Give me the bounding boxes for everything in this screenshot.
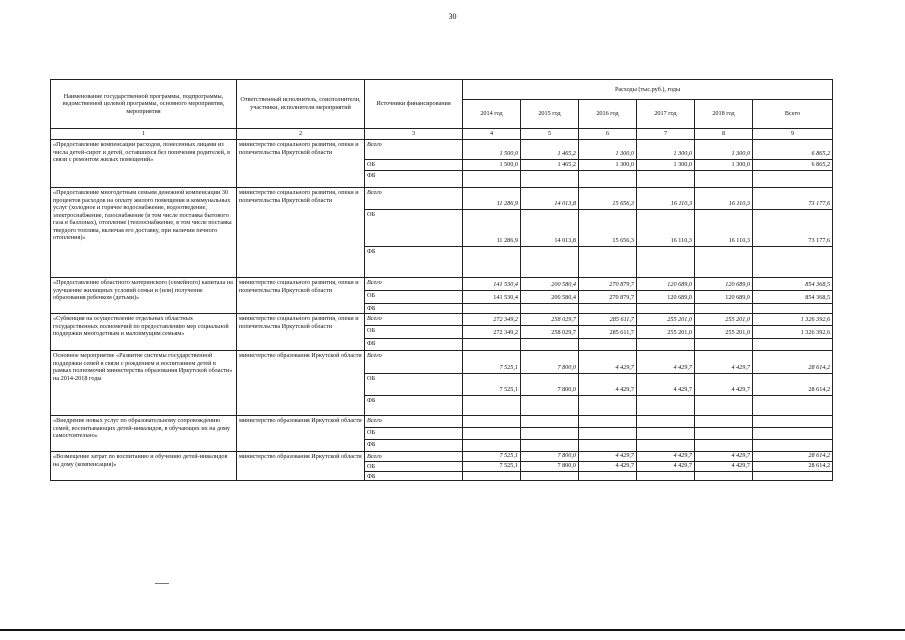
column-number: 2 bbox=[237, 129, 365, 140]
funding-source: ФБ bbox=[365, 396, 463, 416]
year-value: 285 611,7 bbox=[579, 314, 637, 326]
year-value bbox=[637, 247, 695, 278]
year-value: 4 429,7 bbox=[637, 351, 695, 374]
year-value bbox=[695, 440, 753, 452]
year-value: 4 429,7 bbox=[695, 462, 753, 472]
year-value bbox=[463, 247, 521, 278]
funding-source: Всего bbox=[365, 188, 463, 210]
year-value: 1 500,0 bbox=[463, 140, 521, 160]
year-value bbox=[463, 440, 521, 452]
year-value bbox=[637, 171, 695, 188]
executor-name: министерство социального развития, опеки и попечительства Иркутской области bbox=[237, 314, 365, 351]
header-year: 2014 год bbox=[463, 100, 521, 129]
year-value bbox=[521, 339, 579, 351]
year-value: 255 201,0 bbox=[637, 326, 695, 339]
header-year: 2015 год bbox=[521, 100, 579, 129]
funding-source: ОБ bbox=[365, 210, 463, 247]
page-number: 30 bbox=[448, 12, 457, 21]
header-year: 2017 год bbox=[637, 100, 695, 129]
year-value bbox=[463, 396, 521, 416]
year-value bbox=[637, 440, 695, 452]
table-row bbox=[51, 416, 833, 428]
year-value bbox=[521, 247, 579, 278]
funding-source: ОБ bbox=[365, 160, 463, 171]
column-number: 4 bbox=[463, 129, 521, 140]
year-value bbox=[521, 428, 579, 440]
financing-table bbox=[50, 79, 833, 481]
year-value: 120 689,0 bbox=[637, 278, 695, 291]
year-value bbox=[579, 247, 637, 278]
year-value: 200 580,4 bbox=[521, 291, 579, 304]
year-value bbox=[695, 471, 753, 481]
executor-name: министерство образования Иркутской области bbox=[237, 416, 365, 452]
year-value: 4 429,7 bbox=[579, 374, 637, 396]
funding-source: ФБ bbox=[365, 304, 463, 314]
year-value: 4 429,7 bbox=[637, 452, 695, 462]
year-value bbox=[463, 416, 521, 428]
year-value bbox=[695, 416, 753, 428]
year-value bbox=[579, 171, 637, 188]
year-value: 272 349,2 bbox=[463, 314, 521, 326]
year-value: 1 300,0 bbox=[637, 140, 695, 160]
year-value: 1 300,0 bbox=[695, 160, 753, 171]
funding-source: ФБ bbox=[365, 247, 463, 278]
year-value bbox=[579, 428, 637, 440]
total-value: 854 368,5 bbox=[753, 278, 833, 291]
year-value: 4 429,7 bbox=[579, 351, 637, 374]
column-number: 5 bbox=[521, 129, 579, 140]
total-value: 28 614,2 bbox=[753, 351, 833, 374]
funding-source: ФБ bbox=[365, 171, 463, 188]
year-value bbox=[695, 428, 753, 440]
margin-mark bbox=[155, 583, 169, 584]
year-value: 16 110,3 bbox=[637, 188, 695, 210]
year-value: 1 300,0 bbox=[637, 160, 695, 171]
year-value bbox=[463, 471, 521, 481]
year-value bbox=[521, 416, 579, 428]
activity-name: «Предоставление областного материнского (семейного) капитала на улучшение жилищных условий семьи и (или) получение образования ребенком (детьми)» bbox=[51, 278, 237, 314]
year-value: 7 800,0 bbox=[521, 462, 579, 472]
header-year: 2018 год bbox=[695, 100, 753, 129]
year-value bbox=[463, 428, 521, 440]
column-number: 9 bbox=[753, 129, 833, 140]
header-year: 2016 год bbox=[579, 100, 637, 129]
year-value: 7 525,1 bbox=[463, 462, 521, 472]
year-value: 14 013,8 bbox=[521, 188, 579, 210]
total-value: 28 614,2 bbox=[753, 374, 833, 396]
year-value: 1 500,0 bbox=[463, 160, 521, 171]
year-value: 200 580,4 bbox=[521, 278, 579, 291]
funding-source: Всего bbox=[365, 140, 463, 160]
funding-source: ФБ bbox=[365, 339, 463, 351]
year-value bbox=[521, 304, 579, 314]
total-value bbox=[753, 247, 833, 278]
total-value bbox=[753, 416, 833, 428]
year-value: 7 525,1 bbox=[463, 374, 521, 396]
activity-name: «Возмещение затрат по воспитанию и обучению детей-инвалидов на дому (компенсация)» bbox=[51, 452, 237, 481]
activity-name: Основное мероприятие «Развитие системы государственной поддержки семей в связи с рождением и воспитанием детей в рамках полномочий министерства образования Иркутской области» на 2014-2018 годы bbox=[51, 351, 237, 416]
year-value bbox=[463, 339, 521, 351]
table-row bbox=[51, 140, 833, 160]
funding-source: ФБ bbox=[365, 471, 463, 481]
year-value: 1 300,0 bbox=[695, 140, 753, 160]
funding-source: ОБ bbox=[365, 374, 463, 396]
table-row bbox=[51, 314, 833, 326]
year-value bbox=[521, 171, 579, 188]
executor-name: министерство образования Иркутской области bbox=[237, 351, 365, 416]
year-value: 255 201,0 bbox=[695, 314, 753, 326]
funding-source: Всего bbox=[365, 452, 463, 462]
year-value bbox=[637, 428, 695, 440]
funding-source: Всего bbox=[365, 314, 463, 326]
header-expenses: Расходы (тыс.руб.), годы bbox=[463, 80, 833, 100]
year-value: 120 689,0 bbox=[695, 278, 753, 291]
table-row bbox=[51, 278, 833, 291]
year-value: 7 800,0 bbox=[521, 374, 579, 396]
year-value: 7 800,0 bbox=[521, 351, 579, 374]
year-value: 16 110,3 bbox=[695, 188, 753, 210]
funding-source: Всего bbox=[365, 416, 463, 428]
year-value: 15 656,3 bbox=[579, 188, 637, 210]
total-value: 854 368,5 bbox=[753, 291, 833, 304]
year-value bbox=[579, 339, 637, 351]
year-value: 16 110,3 bbox=[695, 210, 753, 247]
year-value: 255 201,0 bbox=[695, 326, 753, 339]
year-value: 120 689,0 bbox=[637, 291, 695, 304]
year-value bbox=[579, 440, 637, 452]
year-value: 141 530,4 bbox=[463, 291, 521, 304]
header-total: Всего bbox=[753, 100, 833, 129]
year-value: 285 611,7 bbox=[579, 326, 637, 339]
column-number: 7 bbox=[637, 129, 695, 140]
total-value: 6 865,2 bbox=[753, 140, 833, 160]
year-value bbox=[579, 416, 637, 428]
year-value bbox=[695, 304, 753, 314]
funding-source: Всего bbox=[365, 278, 463, 291]
executor-name: министерство социального развития, опеки и попечительства Иркутской области bbox=[237, 188, 365, 278]
year-value bbox=[637, 416, 695, 428]
funding-source: ОБ bbox=[365, 291, 463, 304]
column-number-row bbox=[51, 129, 833, 140]
total-value: 1 326 392,6 bbox=[753, 326, 833, 339]
year-value: 1 300,0 bbox=[579, 140, 637, 160]
year-value: 255 201,0 bbox=[637, 314, 695, 326]
total-value: 28 614,2 bbox=[753, 462, 833, 472]
total-value: 28 614,2 bbox=[753, 452, 833, 462]
funding-source: ФБ bbox=[365, 440, 463, 452]
year-value: 141 530,4 bbox=[463, 278, 521, 291]
year-value: 11 286,9 bbox=[463, 210, 521, 247]
table-row bbox=[51, 188, 833, 210]
total-value: 73 177,6 bbox=[753, 188, 833, 210]
year-value: 272 349,2 bbox=[463, 326, 521, 339]
bottom-frame-line bbox=[0, 629, 905, 631]
year-value bbox=[521, 471, 579, 481]
year-value: 7 525,1 bbox=[463, 351, 521, 374]
year-value: 4 429,7 bbox=[637, 462, 695, 472]
column-number: 1 bbox=[51, 129, 237, 140]
year-value bbox=[521, 440, 579, 452]
year-value bbox=[579, 471, 637, 481]
year-value bbox=[637, 339, 695, 351]
executor-name: министерство социального развития, опеки и попечительства Иркутской области bbox=[237, 278, 365, 314]
total-value bbox=[753, 396, 833, 416]
year-value: 4 429,7 bbox=[579, 462, 637, 472]
total-value bbox=[753, 471, 833, 481]
year-value: 4 429,7 bbox=[637, 374, 695, 396]
year-value bbox=[521, 396, 579, 416]
executor-name: министерство социального развития, опеки и попечительства Иркутской области bbox=[237, 140, 365, 188]
year-value bbox=[637, 471, 695, 481]
year-value: 1 465,2 bbox=[521, 140, 579, 160]
total-value bbox=[753, 428, 833, 440]
header-executor: Ответственный исполнитель, соисполнители, участники, исполнители мероприятий bbox=[237, 80, 365, 129]
activity-name: «Предоставление компенсации расходов, понесенных лицами из числа детей-сирот и детей, оставшихся без попечения родителей, в связи с ремонтом жилых помещений» bbox=[51, 140, 237, 188]
total-value bbox=[753, 440, 833, 452]
activity-name: «Внедрение новых услуг по образовательному сопровождению семей, воспитывающих детей-инвалидов, в обучающих их на дому самостоятельно» bbox=[51, 416, 237, 452]
activity-name: «Субвенция на осуществление отдельных областных государственных полномочий по предоставлению мер социальной поддержки многодетным и малоимущим семьям» bbox=[51, 314, 237, 351]
year-value: 7 800,0 bbox=[521, 452, 579, 462]
year-value: 14 013,8 bbox=[521, 210, 579, 247]
total-value: 73 177,6 bbox=[753, 210, 833, 247]
total-value bbox=[753, 339, 833, 351]
year-value bbox=[637, 396, 695, 416]
year-value bbox=[695, 339, 753, 351]
total-value: 6 865,2 bbox=[753, 160, 833, 171]
funding-source: ОБ bbox=[365, 462, 463, 472]
year-value: 4 429,7 bbox=[695, 374, 753, 396]
year-value: 120 689,0 bbox=[695, 291, 753, 304]
year-value bbox=[463, 304, 521, 314]
total-value: 1 326 392,6 bbox=[753, 314, 833, 326]
activity-name: «Предоставление многодетным семьям денежной компенсации 30 процентов расходов на оплату жилого помещения и коммунальных услуг (холодное и горячее водоснабжение, водоотведение, электроснабжение, газоснабжение (в том числе поставка бытового газа в баллонах), отопление (теплоснабжение, в том числе поставка твердого топлива, включая его доставку, при наличии печного отопления)» bbox=[51, 188, 237, 278]
year-value bbox=[579, 396, 637, 416]
funding-source: Всего bbox=[365, 351, 463, 374]
year-value bbox=[637, 304, 695, 314]
year-value: 258 029,7 bbox=[521, 326, 579, 339]
year-value: 4 429,7 bbox=[695, 351, 753, 374]
year-value: 258 029,7 bbox=[521, 314, 579, 326]
year-value: 15 656,3 bbox=[579, 210, 637, 247]
total-value bbox=[753, 304, 833, 314]
header-source: Источники финансирования bbox=[365, 80, 463, 129]
column-number: 3 bbox=[365, 129, 463, 140]
year-value: 1 300,0 bbox=[579, 160, 637, 171]
table-row bbox=[51, 351, 833, 374]
funding-source: ОБ bbox=[365, 326, 463, 339]
year-value: 270 879,7 bbox=[579, 291, 637, 304]
executor-name: министерство образования Иркутской области bbox=[237, 452, 365, 481]
year-value bbox=[463, 171, 521, 188]
year-value: 7 525,1 bbox=[463, 452, 521, 462]
year-value: 16 110,3 bbox=[637, 210, 695, 247]
table-row bbox=[51, 452, 833, 462]
year-value: 4 429,7 bbox=[695, 452, 753, 462]
column-number: 6 bbox=[579, 129, 637, 140]
year-value: 11 286,9 bbox=[463, 188, 521, 210]
year-value bbox=[695, 171, 753, 188]
year-value bbox=[695, 247, 753, 278]
column-number: 8 bbox=[695, 129, 753, 140]
funding-source: ОБ bbox=[365, 428, 463, 440]
year-value: 1 465,2 bbox=[521, 160, 579, 171]
total-value bbox=[753, 171, 833, 188]
year-value bbox=[695, 396, 753, 416]
year-value: 4 429,7 bbox=[579, 452, 637, 462]
header-name: Наименование государственной программы, подпрограммы, ведомственной целевой программы, основного мероприятия, мероприятия bbox=[51, 80, 237, 129]
year-value bbox=[579, 304, 637, 314]
year-value: 270 879,7 bbox=[579, 278, 637, 291]
